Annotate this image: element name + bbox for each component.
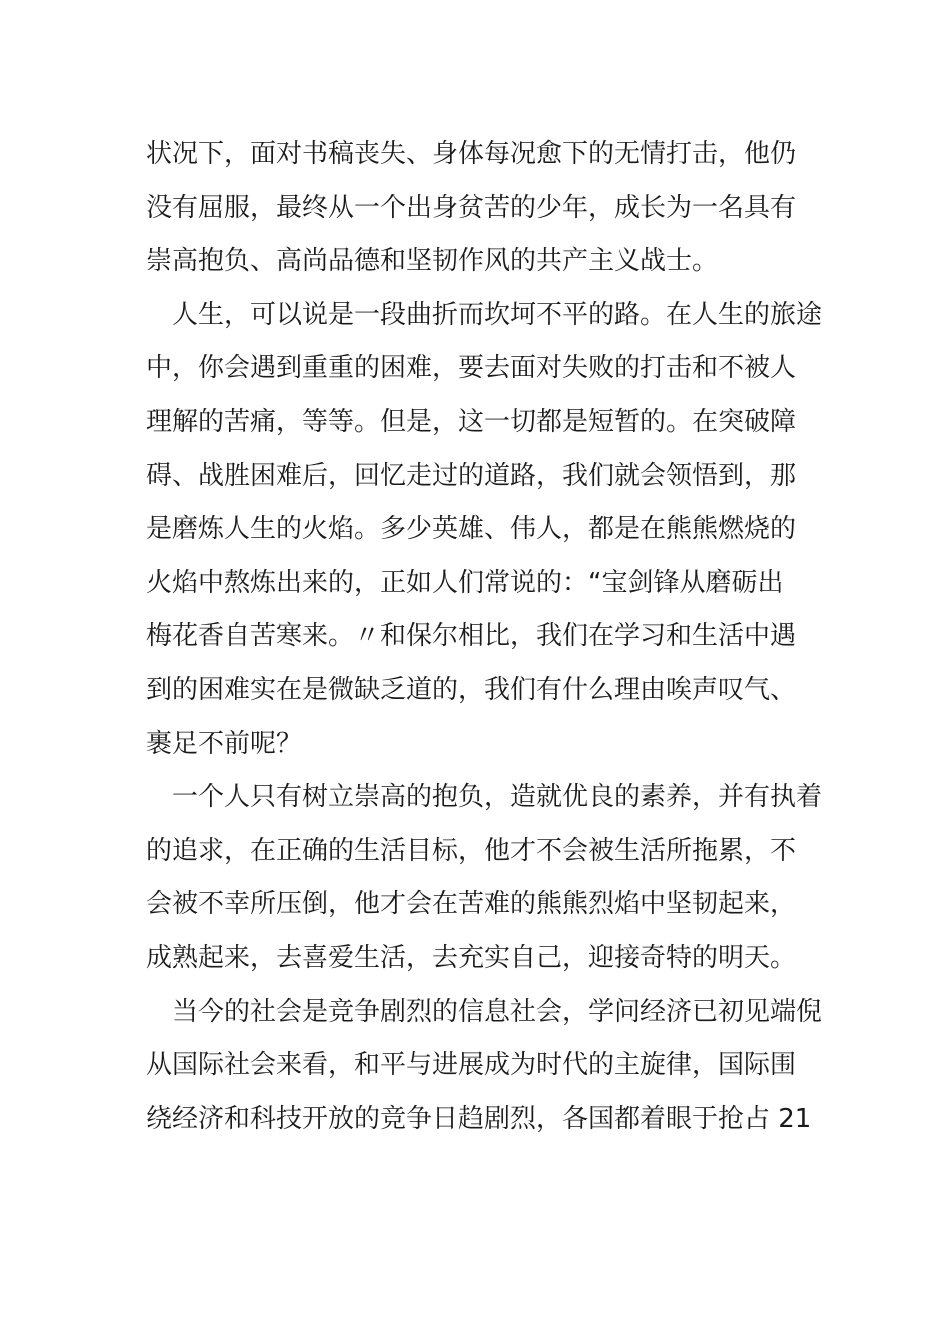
text-line: 裹足不前呢？: [146, 728, 303, 759]
text-line: 中，你会遇到重重的困难，要去面对失败的打击和不被人: [146, 353, 797, 384]
text-line: 到的困难实在是微缺乏道的，我们有什么理由唉声叹气、: [146, 674, 797, 705]
text-line: 成熟起来，去喜爱生活，去充实自己，迎接奇特的明天。: [146, 942, 797, 973]
body-text: [146, 128, 823, 1146]
text-line: 状况下，面对书稿丧失、身体每况愈下的无情打击，他仍: [146, 139, 797, 169]
text-line: 从国际社会来看，和平与进展成为时代的主旋律，国际围: [146, 1050, 797, 1081]
text-line: 是磨炼人生的火焰。多少英雄、伟人，都是在熊熊燃烧的: [146, 514, 797, 545]
paragraph-start-line: 当今的社会是竞争剧烈的信息社会，学问经济已初见端倪: [172, 996, 823, 1027]
text-line: 梅花香自苦寒来。〃和保尔相比，我们在学习和生活中遇: [146, 621, 797, 652]
text-line: 绕经济和科技开放的竞争日趋剧烈，各国都着眼于抢占 21: [146, 1103, 812, 1134]
text-line: 理解的苦痛，等等。但是，这一切都是短暂的。在突破障: [146, 406, 797, 437]
paragraph-start-line: 人生，可以说是一段曲折而坎坷不平的路。在人生的旅途: [172, 299, 823, 330]
text-line: 崇高抱负、高尚品德和坚韧作风的共产主义战士。: [146, 246, 719, 277]
text-line: 碍、战胜困难后，回忆走过的道路，我们就会领悟到，那: [146, 460, 797, 491]
paragraph-start-line: 一个人只有树立崇高的抱负，造就优良的素养，并有执着: [172, 782, 823, 813]
text-line: 会被不幸所压倒，他才会在苦难的熊熊烈焰中坚韧起来，: [146, 889, 797, 920]
text-line: 没有屈服，最终从一个出身贫苦的少年，成长为一名具有: [146, 192, 797, 223]
text-line: 火焰中熬炼出来的，正如人们常说的：“宝剑锋从磨砺出: [146, 567, 784, 598]
text-line: 的追求，在正确的生活目标，他才不会被生活所拖累，不: [146, 835, 797, 866]
